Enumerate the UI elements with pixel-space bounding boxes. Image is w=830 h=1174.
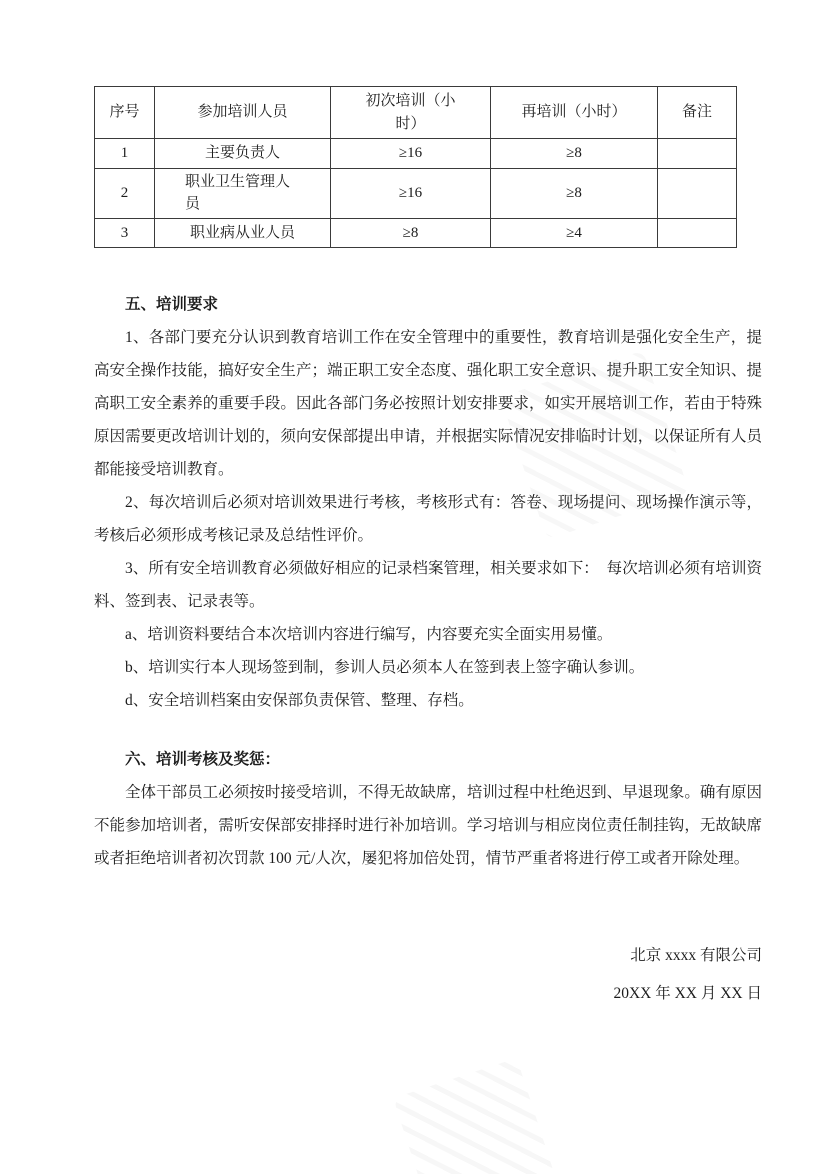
cell-index: 2: [95, 168, 155, 218]
cell-remarks: [658, 218, 737, 248]
paragraph: 2、每次培训后必须对培训效果进行考核，考核形式有：答卷、现场提问、现场操作演示等，考核后必须形成考核记录及总结性评价。: [94, 494, 762, 544]
watermark: [393, 1058, 557, 1174]
training-hours-table: [94, 86, 737, 248]
cell-initial-training: ≥8: [331, 218, 491, 248]
cell-remarks: [658, 168, 737, 218]
column-header-trainee: 参加培训人员: [155, 87, 331, 139]
cell-retraining: ≥4: [491, 218, 658, 248]
table-row: [95, 218, 737, 248]
cell-retraining: ≥8: [491, 139, 658, 169]
paragraph: 3、所有安全培训教育必须做好相应的记录档案管理，相关要求如下： 每次培训必须有培训资料、签到表、记录表等。: [94, 560, 762, 610]
table-row: [95, 168, 737, 218]
section-heading: 五、培训要求: [125, 296, 219, 313]
cell-retraining: ≥8: [491, 168, 658, 218]
column-header-remarks: 备注: [658, 87, 737, 139]
paragraph: a、培训资料要结合本次培训内容进行编写，内容要充实全面实用易懂。: [125, 626, 613, 643]
column-header-retraining: 再培训（小时）: [491, 87, 658, 139]
section-assessment-rewards: [94, 743, 762, 875]
section-training-requirements: [94, 288, 762, 717]
cell-trainee: 主要负责人: [155, 139, 331, 169]
table-row: [95, 139, 737, 169]
cell-index: 3: [95, 218, 155, 248]
cell-trainee: 职业卫生管理人员: [155, 168, 331, 218]
cell-initial-training: ≥16: [331, 139, 491, 169]
company-name: 北京 xxxx 有限公司: [630, 947, 762, 964]
column-header-initial-training: 初次培训（小时）: [331, 87, 491, 139]
cell-trainee: 职业病从业人员: [155, 218, 331, 248]
paragraph: 全体干部员工必须按时接受培训，不得无故缺席，培训过程中杜绝迟到、早退现象。确有原因不能参加培训者，需听安保部安排择时进行补加培训。学习培训与相应岗位责任制挂钩，无故缺席或者拒绝培训者初次罚款 100 元/人次，屡犯将加倍处罚，情节严重者将进行停工或者开除处理。: [94, 784, 762, 867]
signature-date: 20XX 年 XX 月 XX 日: [613, 985, 762, 1002]
paragraph: b、培训实行本人现场签到制，参训人员必须本人在签到表上签字确认参训。: [125, 659, 645, 676]
section-heading: 六、培训考核及奖惩：: [125, 751, 281, 768]
column-header-index: 序号: [95, 87, 155, 139]
paragraph: 1、各部门要充分认识到教育培训工作在安全管理中的重要性，教育培训是强化安全生产，提高安全操作技能，搞好安全生产；端正职工安全态度、强化职工安全意识、提升职工安全知识、提高职工安全素养的重要手段。因此各部门务必按照计划安排要求，如实开展培训工作，若由于特殊原因需要更改培训计划的，须向安保部提出申请，并根据实际情况安排临时计划，以保证所有人员都能接受培训教育。: [94, 329, 762, 478]
cell-remarks: [658, 139, 737, 169]
paragraph: d、安全培训档案由安保部负责保管、整理、存档。: [125, 692, 474, 709]
cell-index: 1: [95, 139, 155, 169]
cell-initial-training: ≥16: [331, 168, 491, 218]
table-header-row: [95, 87, 737, 139]
signature-block: [94, 937, 762, 1013]
